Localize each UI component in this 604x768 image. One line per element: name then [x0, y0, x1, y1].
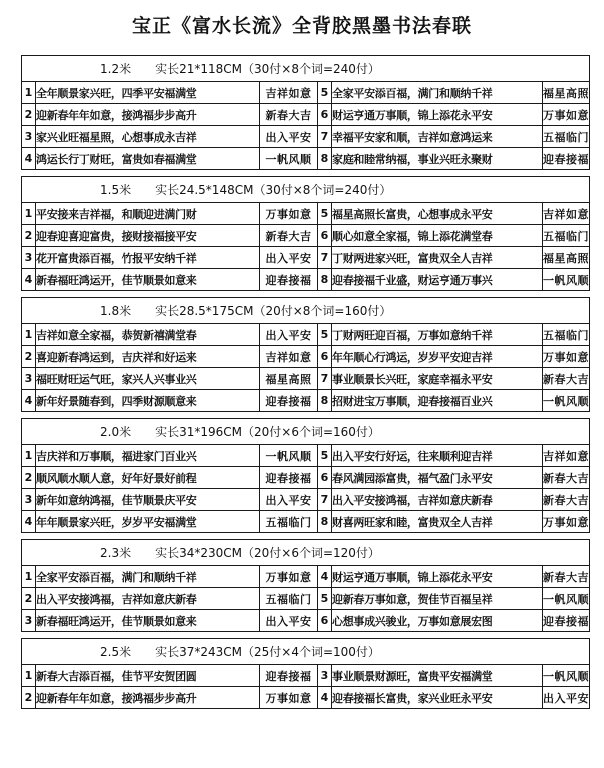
section-spacer: [22, 632, 590, 639]
section-spacer-cell: [22, 170, 590, 177]
couplet-number: 4: [22, 390, 36, 412]
couplet-number: 3: [318, 665, 332, 687]
couplet-row: [22, 610, 590, 632]
couplet-row: [22, 588, 590, 610]
couplet-number: 4: [318, 687, 332, 709]
page-title: 宝正《富水长流》全背胶黑墨书法春联: [131, 15, 472, 37]
horizontal-scroll-text: 吉祥如意: [543, 203, 590, 225]
couplet-text: 家庭和睦常纳福，事业兴旺永聚财: [332, 148, 543, 170]
couplet-number: 3: [22, 610, 36, 632]
couplet-number: 8: [318, 269, 332, 291]
couplet-number: 3: [22, 247, 36, 269]
horizontal-scroll-text: 五福临门: [543, 324, 590, 346]
couplet-row: [22, 687, 590, 709]
horizontal-scroll-text: 新春大吉: [543, 489, 590, 511]
couplet-row: [22, 489, 590, 511]
horizontal-scroll-text: 出入平安: [260, 247, 318, 269]
couplet-number: 2: [22, 687, 36, 709]
couplet-text: 出入平安接鸿福，吉祥如意庆新春: [332, 489, 543, 511]
horizontal-scroll-text: 一帆风顺: [543, 665, 590, 687]
couplet-text: 年年顺心行鸿运，岁岁平安迎吉祥: [332, 346, 543, 368]
horizontal-scroll-text: 一帆风顺: [260, 148, 318, 170]
couplet-row: [22, 324, 590, 346]
couplet-number: 3: [22, 126, 36, 148]
couplet-number: 3: [22, 368, 36, 390]
section-header: 1.8米 实长28.5*175CM（20付×8个词=160付）: [22, 298, 590, 324]
couplet-number: 2: [22, 588, 36, 610]
couplet-text: 全年顺景家兴旺，四季平安福满堂: [36, 82, 260, 104]
couplet-row: [22, 148, 590, 170]
couplet-text: 新春大吉添百福，佳节平安贺团圆: [36, 665, 260, 687]
horizontal-scroll-text: 福星高照: [260, 368, 318, 390]
couplet-row: [22, 346, 590, 368]
couplet-text: 幸福平安家和顺，吉祥如意鸿运来: [332, 126, 543, 148]
couplet-row: [22, 82, 590, 104]
couplet-number: 6: [318, 610, 332, 632]
couplet-number: 1: [22, 665, 36, 687]
couplet-row: [22, 390, 590, 412]
couplet-row: [22, 104, 590, 126]
couplet-text: 顺心如意全家福，锦上添花满堂春: [332, 225, 543, 247]
couplet-row: [22, 368, 590, 390]
section-spacer: [22, 533, 590, 540]
couplet-text: 新春福旺鸿运开，佳节顺景如意来: [36, 269, 260, 291]
horizontal-scroll-text: 五福临门: [260, 511, 318, 533]
couplet-text: 顺风顺水顺人意，好年好景好前程: [36, 467, 260, 489]
horizontal-scroll-text: 迎春接福: [260, 665, 318, 687]
couplet-text: 出入平安行好运，往来顺利迎吉祥: [332, 445, 543, 467]
horizontal-scroll-text: 万事如意: [260, 687, 318, 709]
horizontal-scroll-text: 出入平安: [260, 126, 318, 148]
couplet-row: [22, 225, 590, 247]
horizontal-scroll-text: 福星高照: [543, 247, 590, 269]
couplet-text: 年年顺景家兴旺，岁岁平安福满堂: [36, 511, 260, 533]
couplet-number: 3: [22, 489, 36, 511]
couplet-text: 新年好景随春到，四季财源顺意来: [36, 390, 260, 412]
couplet-text: 事业顺景财源旺，富贵平安福满堂: [332, 665, 543, 687]
couplet-table: [21, 55, 590, 709]
couplet-text: 家兴业旺福星照，心想事成永吉祥: [36, 126, 260, 148]
couplet-number: 2: [22, 225, 36, 247]
horizontal-scroll-text: 一帆风顺: [543, 269, 590, 291]
section-header: 2.0米 实长31*196CM（20付×6个词=160付）: [22, 419, 590, 445]
couplet-row: [22, 247, 590, 269]
couplet-table-body: [22, 56, 590, 709]
couplet-text: 福旺财旺运气旺，家兴人兴事业兴: [36, 368, 260, 390]
horizontal-scroll-text: 新春大吉: [260, 225, 318, 247]
couplet-text: 迎新春万事如意，贺佳节百福呈祥: [332, 588, 543, 610]
horizontal-scroll-text: 迎春接福: [260, 269, 318, 291]
couplet-text: 丁财两进家兴旺，富贵双全人吉祥: [332, 247, 543, 269]
section-header-row: [22, 540, 590, 566]
couplet-text: 招财进宝万事顺，迎春接福百业兴: [332, 390, 543, 412]
couplet-number: 6: [318, 104, 332, 126]
couplet-number: 6: [318, 225, 332, 247]
couplet-text: 迎春接福千业盛，财运亨通万事兴: [332, 269, 543, 291]
couplet-row: [22, 126, 590, 148]
couplet-text: 迎春接福长富贵，家兴业旺永平安: [332, 687, 543, 709]
couplet-number: 1: [22, 82, 36, 104]
couplet-text: 迎新春年年如意，接鸿福步步高升: [36, 104, 260, 126]
horizontal-scroll-text: 新春大吉: [543, 566, 590, 588]
section-spacer-cell: [22, 412, 590, 419]
couplet-text: 事业顺景长兴旺，家庭幸福永平安: [332, 368, 543, 390]
section-header-row: [22, 298, 590, 324]
couplet-number: 5: [318, 203, 332, 225]
couplet-number: 2: [22, 346, 36, 368]
couplet-number: 5: [318, 82, 332, 104]
couplet-row: [22, 665, 590, 687]
couplet-number: 1: [22, 203, 36, 225]
section-header-row: [22, 177, 590, 203]
section-header-row: [22, 56, 590, 82]
couplet-row: [22, 467, 590, 489]
couplet-number: 6: [318, 346, 332, 368]
horizontal-scroll-text: 万事如意: [260, 203, 318, 225]
couplet-number: 1: [22, 566, 36, 588]
couplet-text: 喜迎新春鸿运到，吉庆祥和好运来: [36, 346, 260, 368]
couplet-number: 8: [318, 390, 332, 412]
couplet-text: 福星高照长富贵，心想事成永平安: [332, 203, 543, 225]
couplet-text: 财运亨通万事顺，锦上添花永平安: [332, 566, 543, 588]
couplet-number: 1: [22, 445, 36, 467]
section-spacer-cell: [22, 632, 590, 639]
section-spacer: [22, 412, 590, 419]
horizontal-scroll-text: 出入平安: [260, 489, 318, 511]
couplet-number: 4: [22, 511, 36, 533]
horizontal-scroll-text: 吉祥如意: [260, 82, 318, 104]
couplet-text: 丁财两旺迎百福，万事如意纳千祥: [332, 324, 543, 346]
horizontal-scroll-text: 迎春接福: [543, 610, 590, 632]
horizontal-scroll-text: 迎春接福: [260, 390, 318, 412]
couplet-text: 心想事成兴骏业，万事如意展宏图: [332, 610, 543, 632]
section-header-row: [22, 639, 590, 665]
section-spacer: [22, 291, 590, 298]
couplet-text: 新春福旺鸿运开，佳节顺景如意来: [36, 610, 260, 632]
horizontal-scroll-text: 万事如意: [543, 511, 590, 533]
section-spacer-cell: [22, 291, 590, 298]
couplet-number: 7: [318, 126, 332, 148]
couplet-text: 全家平安添百福，满门和顺纳千祥: [332, 82, 543, 104]
couplet-number: 8: [318, 148, 332, 170]
section-header: 1.5米 实长24.5*148CM（30付×8个词=240付）: [22, 177, 590, 203]
horizontal-scroll-text: 出入平安: [260, 610, 318, 632]
section-spacer-cell: [22, 533, 590, 540]
couplet-number: 2: [22, 467, 36, 489]
horizontal-scroll-text: 万事如意: [543, 346, 590, 368]
couplet-text: 迎春迎喜迎富贵，接财接福接平安: [36, 225, 260, 247]
couplet-row: [22, 269, 590, 291]
horizontal-scroll-text: 一帆风顺: [543, 588, 590, 610]
horizontal-scroll-text: 一帆风顺: [543, 390, 590, 412]
couplet-text: 迎新春年年如意，接鸿福步步高升: [36, 687, 260, 709]
couplet-number: 6: [318, 467, 332, 489]
couplet-text: 春风满园添富贵，福气盈门永平安: [332, 467, 543, 489]
couplet-row: [22, 445, 590, 467]
horizontal-scroll-text: 五福临门: [543, 225, 590, 247]
couplet-number: 5: [318, 588, 332, 610]
couplet-number: 2: [22, 104, 36, 126]
couplet-number: 1: [22, 324, 36, 346]
section-header-row: [22, 419, 590, 445]
horizontal-scroll-text: 福星高照: [543, 82, 590, 104]
horizontal-scroll-text: 迎春接福: [260, 467, 318, 489]
horizontal-scroll-text: 新春大吉: [543, 368, 590, 390]
couplet-number: 8: [318, 511, 332, 533]
horizontal-scroll-text: 新春大吉: [260, 104, 318, 126]
horizontal-scroll-text: 万事如意: [260, 566, 318, 588]
couplet-row: [22, 203, 590, 225]
horizontal-scroll-text: 吉祥如意: [260, 346, 318, 368]
horizontal-scroll-text: 吉祥如意: [543, 445, 590, 467]
couplet-number: 4: [22, 148, 36, 170]
couplet-number: 5: [318, 445, 332, 467]
section-header: 2.3米 实长34*230CM（20付×6个词=120付）: [22, 540, 590, 566]
couplet-number: 4: [22, 269, 36, 291]
couplet-text: 鸿运长行丁财旺，富贵如春福满堂: [36, 148, 260, 170]
couplet-number: 7: [318, 489, 332, 511]
couplet-text: 平安接来吉祥福，和顺迎进满门财: [36, 203, 260, 225]
couplet-text: 吉庆祥和万事顺，福进家门百业兴: [36, 445, 260, 467]
horizontal-scroll-text: 出入平安: [260, 324, 318, 346]
horizontal-scroll-text: 五福临门: [543, 126, 590, 148]
horizontal-scroll-text: 迎春接福: [543, 148, 590, 170]
section-header: 1.2米 实长21*118CM（30付×8个词=240付）: [22, 56, 590, 82]
couplet-row: [22, 566, 590, 588]
couplet-number: 4: [318, 566, 332, 588]
couplet-number: 7: [318, 368, 332, 390]
horizontal-scroll-text: 出入平安: [543, 687, 590, 709]
couplet-text: 财运亨通万事顺，锦上添花永平安: [332, 104, 543, 126]
horizontal-scroll-text: 新春大吉: [543, 467, 590, 489]
couplet-text: 出入平安接鸿福，吉祥如意庆新春: [36, 588, 260, 610]
couplet-text: 花开富贵添百福，竹报平安纳千祥: [36, 247, 260, 269]
couplet-text: 全家平安添百福，满门和顺纳千祥: [36, 566, 260, 588]
section-header: 2.5米 实长37*243CM（25付×4个词=100付）: [22, 639, 590, 665]
horizontal-scroll-text: 万事如意: [543, 104, 590, 126]
section-spacer: [22, 170, 590, 177]
horizontal-scroll-text: 一帆风顺: [260, 445, 318, 467]
couplet-text: 财喜两旺家和睦，富贵双全人吉祥: [332, 511, 543, 533]
couplet-text: 吉祥如意全家福，恭贺新禧满堂春: [36, 324, 260, 346]
couplet-text: 新年如意纳鸿福，佳节顺景庆平安: [36, 489, 260, 511]
couplet-number: 7: [318, 247, 332, 269]
couplet-number: 5: [318, 324, 332, 346]
horizontal-scroll-text: 五福临门: [260, 588, 318, 610]
couplet-row: [22, 511, 590, 533]
